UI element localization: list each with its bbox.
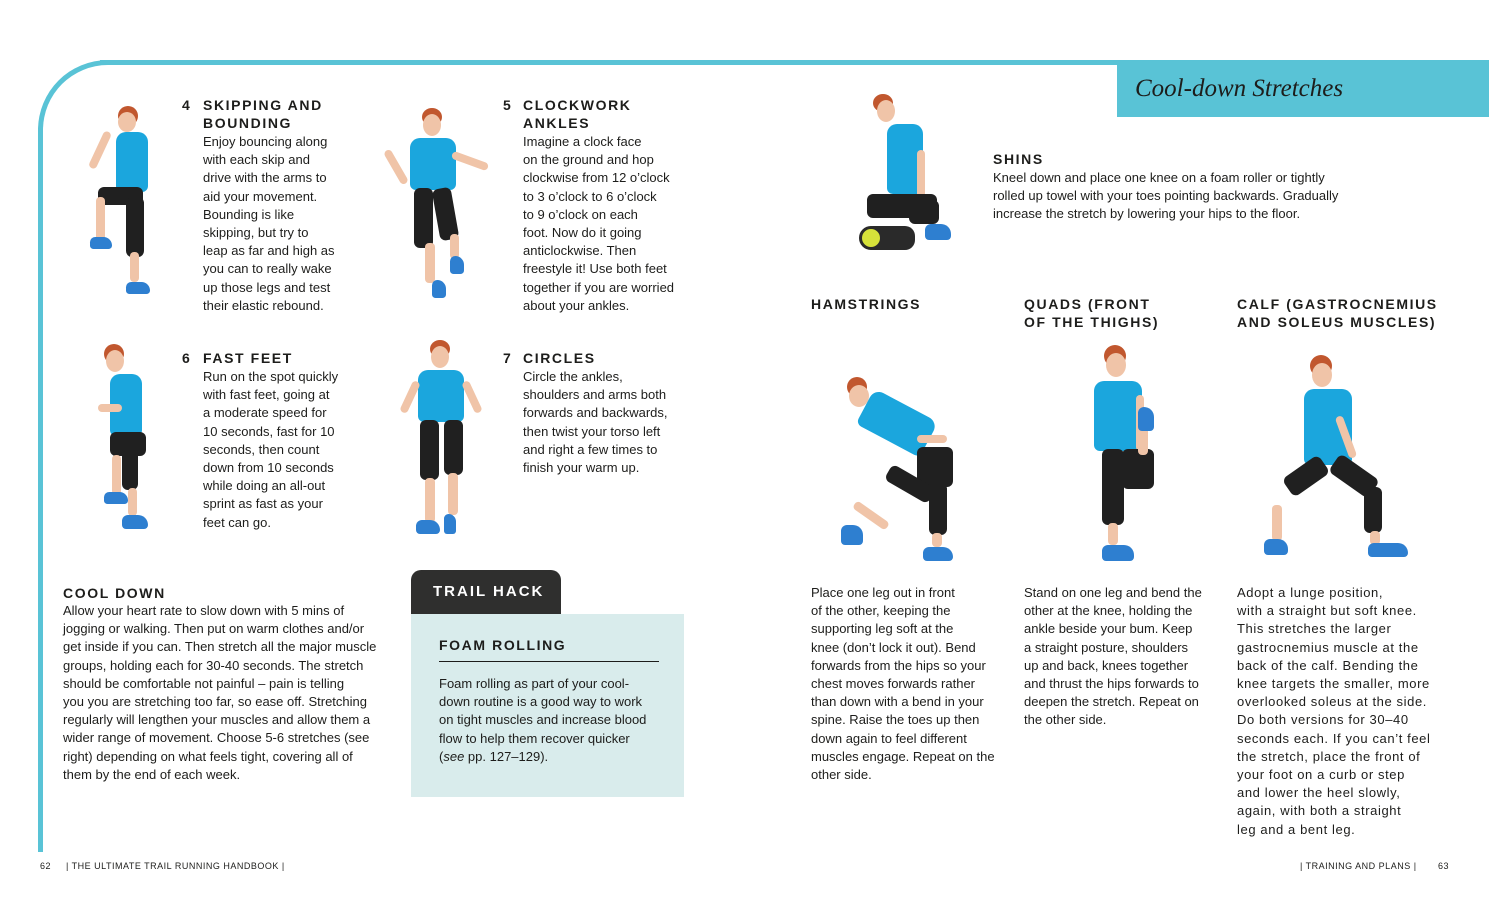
trail-hack-pages: pp. 127–129). — [464, 748, 549, 764]
exercise-7-text: Circle the ankles, shoulders and arms both forwards and backwards, then twist your torso left and right a few times to finish your warm up. — [523, 369, 668, 476]
photo-circles — [400, 340, 480, 545]
hamstrings-text: Place one leg out in front of the other, keeping the supporting leg soft at the knee (don’t lock it out). Bend forwards from the hips so your chest moves forwards rather than down with a bend in your spine. Raise the toes up then down again to feel different muscles engage. Repeat on the other side. — [811, 585, 995, 783]
calf-title-line2: AND SOLEUS MUSCLES) — [1237, 314, 1437, 330]
photo-skipping — [88, 102, 168, 302]
calf-text: Adopt a lunge position, with a straight but soft knee. This stretches the larger gastrocnemius muscle at the back of the calf. Bending the knee targets the smaller, more overlooked soleus at the side. Do both versions for 30–40 seconds each. If you can’t feel the stretch, place the front of your foot on a curb or step and lower the heel slowly, again, with both a straight leg and a bent leg. — [1237, 585, 1431, 837]
exercise-6-title: FAST FEET — [203, 350, 293, 366]
calf-title-line1: CALF (GASTROCNEMIUS — [1237, 296, 1438, 312]
trail-hack-text: Foam rolling as part of your cool- down routine is a good way to work on tight muscles and increase blood flow to help them recover quicker (see pp. 127–129). — [439, 676, 647, 764]
cool-down-text: Allow your heart rate to slow down with 5 mins of jogging or walking. Then put on warm clothes and/or get inside if you can. Then stretch all the major muscle groups, holding each for 30-40 seconds. The stretch should be comfortable not painful – pain is telling you you are stretching too far, so ease off. Stretching regularly will lengthen your muscles and allow them a wider range of movement. Choose 5-6 stretches (see right) depending on what feels tight, covering all of them by the end of each week. — [63, 603, 377, 782]
exercise-6-text: Run on the spot quickly with fast feet, going at a moderate speed for 10 seconds, fast for 10 seconds, then count down from 10 seconds while doing an all-out sprint as fast as your feet can go. — [203, 369, 339, 530]
photo-clockwork-ankles — [380, 108, 490, 303]
section-title-banner — [1117, 65, 1489, 117]
exercise-5-title-line1: CLOCKWORK — [523, 97, 632, 113]
quads-title-line1: QUADS (FRONT — [1024, 296, 1151, 312]
photo-quads — [1080, 345, 1170, 570]
photo-hamstrings — [835, 375, 975, 570]
section-title: Cool-down Stretches — [1135, 75, 1344, 102]
quads-text: Stand on one leg and bend the other at the knee, holding the ankle beside your bum. Keep a straight posture, shoulders up and back, knees together and thrust the hips forwards to deepen the stretch. Repeat on the other side. — [1024, 585, 1202, 728]
exercise-4-number: 4 — [182, 97, 190, 113]
footer-right-title: | TRAINING AND PLANS | — [1300, 861, 1417, 871]
photo-shins — [855, 90, 965, 260]
trail-hack-tab — [411, 570, 561, 614]
cool-down-title: COOL DOWN — [63, 585, 166, 601]
trail-hack-tab-label: TRAIL HACK — [433, 583, 545, 600]
trail-hack-title: FOAM ROLLING — [439, 637, 567, 653]
footer-left-title: | THE ULTIMATE TRAIL RUNNING HANDBOOK | — [66, 861, 285, 871]
photo-fast-feet — [90, 340, 170, 550]
shins-title: SHINS — [993, 151, 1044, 167]
quads-title-line2: OF THE THIGHS) — [1024, 314, 1160, 330]
exercise-7-number: 7 — [503, 350, 511, 366]
exercise-4-text: Enjoy bouncing along with each skip and drive with the arms to aid your movement. Bounding is like skipping, but try to leap as far and high as you can to really wake up those legs and test their elastic rebound. — [203, 134, 335, 313]
trail-hack-see: see — [443, 748, 465, 764]
exercise-4-title-line2: BOUNDING — [203, 115, 293, 131]
footer-right-page-number: 63 — [1438, 861, 1450, 871]
exercise-7-title: CIRCLES — [523, 350, 596, 366]
trail-hack-divider — [439, 661, 659, 662]
shins-text: Kneel down and place one knee on a foam roller or tightly rolled up towel with your toes pointing backwards. Gradually increase the stretch by lowering your hips to the floor. — [993, 170, 1339, 222]
photo-calf — [1260, 355, 1410, 570]
exercise-5-text: Imagine a clock face on the ground and hop clockwise from 12 o’clock to 3 o’clock to 6 o’clock to 9 o’clock on each foot. Now do it going anticlockwise. Then freestyle it! Use both feet together if you are worried about your ankles. — [523, 134, 675, 313]
footer-left-page-number: 62 — [40, 861, 52, 871]
exercise-5-title-line2: ANKLES — [523, 115, 591, 131]
exercise-6-number: 6 — [182, 350, 190, 366]
exercise-4-title-line1: SKIPPING AND — [203, 97, 323, 113]
hamstrings-title: HAMSTRINGS — [811, 296, 922, 312]
page-frame-left-rule — [38, 130, 43, 852]
exercise-5-number: 5 — [503, 97, 511, 113]
